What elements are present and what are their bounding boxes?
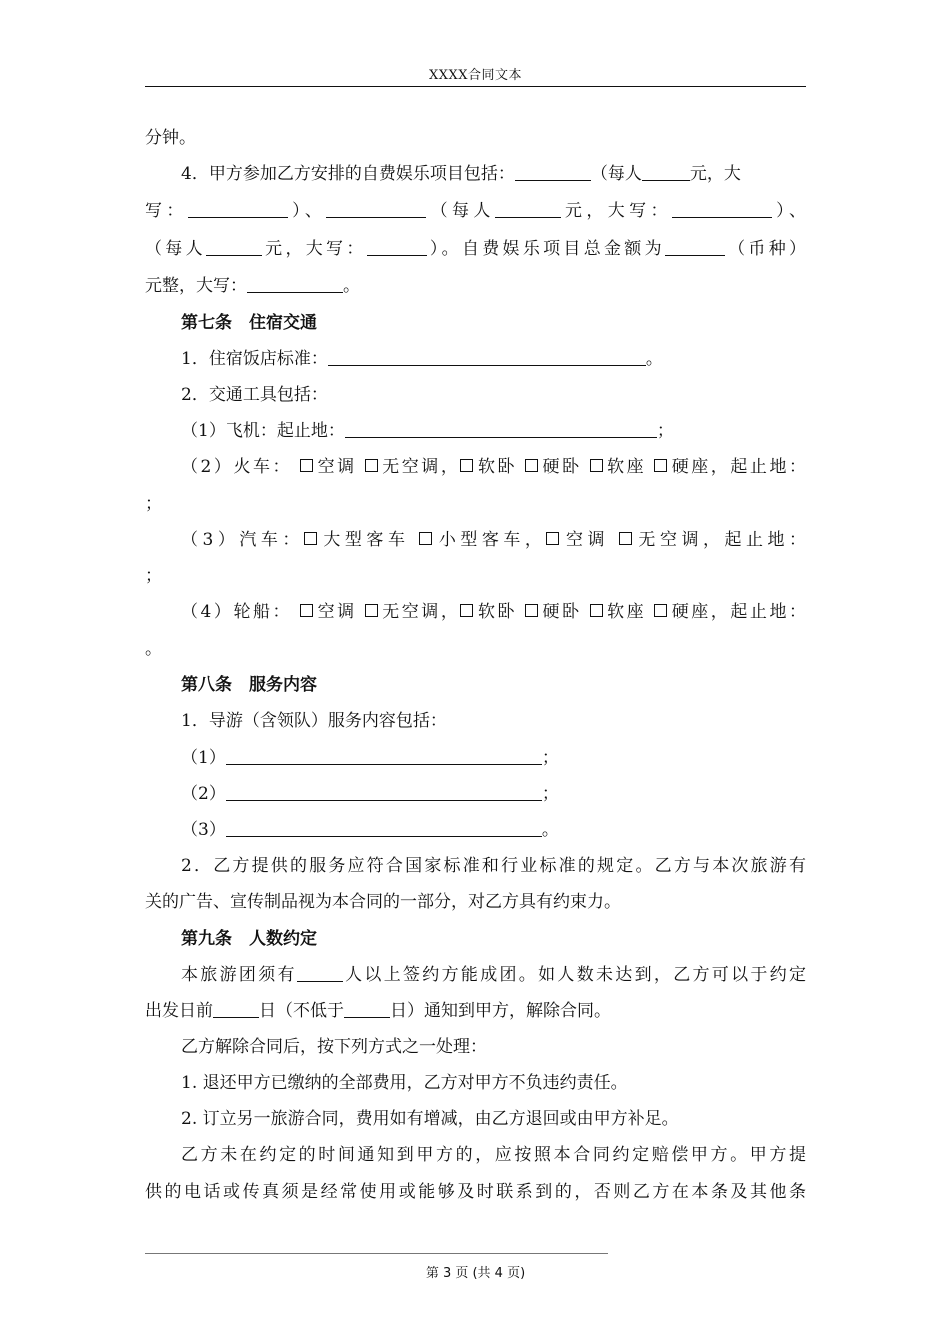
text: 。 <box>541 820 559 840</box>
option-label: 空调 <box>315 602 357 622</box>
checkbox[interactable] <box>546 532 559 545</box>
compensation-l1: 乙方未在约定的时间通知到甲方的，应按照本合同约定赔偿甲方。甲方提 <box>181 1145 806 1165</box>
text: 元，大写： <box>560 201 672 221</box>
text: 起止地： <box>730 602 806 622</box>
text: ）、 <box>771 201 806 221</box>
checkbox[interactable] <box>304 532 317 545</box>
text: 。 <box>645 349 663 369</box>
clause7-heading: 第七条 住宿交通 <box>181 313 317 333</box>
text: 。 <box>343 276 360 296</box>
text: （3）汽车： <box>181 530 304 550</box>
entertainment-line-3 <box>145 237 806 261</box>
service-standard-l2: 关的广告、宣传制品视为本合同的一部分，对乙方具有约束力。 <box>145 892 621 912</box>
blank-field <box>213 1000 259 1018</box>
ship-end: 。 <box>145 639 162 659</box>
clause8-heading: 第八条 服务内容 <box>181 675 317 695</box>
termination-intro: 乙方解除合同后，按下列方式之一处理： <box>181 1037 487 1057</box>
clause9-heading: 第九条 人数约定 <box>181 929 317 949</box>
hotel-standard-line <box>145 347 806 371</box>
blank-field <box>297 964 343 982</box>
footer-rule <box>145 1253 608 1254</box>
option-label: 硬卧 <box>539 602 582 622</box>
option-label: 软座 <box>604 457 647 477</box>
text: 人以上签约方能成团。如人数未达到，乙方可以于约定 <box>342 965 806 985</box>
option-label: 硬卧 <box>539 457 582 477</box>
train-end: ； <box>145 494 162 514</box>
transport-label: 2．交通工具包括： <box>181 385 328 405</box>
blank-field <box>188 200 288 218</box>
blank-field <box>642 163 690 181</box>
blank-field <box>226 747 542 765</box>
option-label: 无空调， <box>379 602 461 622</box>
text: （4）轮船： <box>181 602 293 622</box>
entertainment-line-1 <box>145 162 806 186</box>
plane-line <box>145 419 806 443</box>
option-label: 硬座， <box>669 457 731 477</box>
bus-line <box>145 528 806 552</box>
option-label: 小型客车， <box>434 530 547 550</box>
text: 起止地： <box>730 457 806 477</box>
text: 写： <box>145 201 188 221</box>
checkbox[interactable] <box>365 459 378 472</box>
service-item-1 <box>145 746 806 770</box>
checkbox[interactable] <box>300 604 313 617</box>
bus-end: ； <box>145 566 162 586</box>
text: （1）飞机：起止地： <box>181 421 345 441</box>
entertainment-line-4 <box>145 274 806 298</box>
checkbox[interactable] <box>300 459 313 472</box>
text: 4．甲方参加乙方安排的自费娱乐项目包括： <box>181 164 515 184</box>
blank-field <box>367 238 427 256</box>
text: （1） <box>181 748 226 768</box>
text: 元，大写： <box>261 239 367 259</box>
option-label: 大型客车 <box>318 530 410 550</box>
text: 日）通知到甲方，解除合同。 <box>390 1001 611 1021</box>
blank-field <box>328 348 646 366</box>
option-label: 软卧 <box>475 602 518 622</box>
checkbox[interactable] <box>460 604 473 617</box>
checkbox[interactable] <box>525 604 538 617</box>
termination-option-2: 2. 订立另一旅游合同，费用如有增减，由乙方退回或由甲方补足。 <box>181 1109 679 1129</box>
text: （每人 <box>145 239 206 259</box>
service-item-2 <box>145 782 806 806</box>
blank-field <box>326 200 426 218</box>
text: （每人 <box>426 201 495 221</box>
blank-field <box>247 275 343 293</box>
checkbox[interactable] <box>590 459 603 472</box>
blank-field <box>515 163 591 181</box>
document-header: XXXX合同文本 <box>428 68 523 83</box>
checkbox[interactable] <box>590 604 603 617</box>
page-number: 第 3 页 (共 4 页) <box>425 1266 526 1281</box>
blank-field <box>665 238 725 256</box>
checkbox[interactable] <box>654 604 667 617</box>
text: （2） <box>181 784 226 804</box>
continued-text: 分钟。 <box>145 128 196 148</box>
option-label: 硬座， <box>669 602 731 622</box>
compensation-l2: 供的电话或传真须是经常使用或能够及时联系到的，否则乙方在本条及其他条 <box>145 1182 806 1202</box>
text: ； <box>656 421 674 441</box>
entertainment-line-2 <box>145 199 806 223</box>
checkbox[interactable] <box>525 459 538 472</box>
text: ； <box>541 748 559 768</box>
option-label: 软卧 <box>475 457 518 477</box>
blank-field <box>206 238 262 256</box>
text: （币种） <box>724 239 806 259</box>
checkbox[interactable] <box>460 459 473 472</box>
text: 元，大 <box>689 164 741 184</box>
blank-field <box>495 200 561 218</box>
option-label: 软座 <box>604 602 647 622</box>
checkbox[interactable] <box>619 532 632 545</box>
text: 1．住宿饭店标准： <box>181 349 328 369</box>
checkbox[interactable] <box>365 604 378 617</box>
guide-service-label: 1．导游（含领队）服务内容包括： <box>181 711 447 731</box>
option-label: 空调 <box>561 530 609 550</box>
text: 起止地： <box>724 530 806 550</box>
train-line <box>145 455 806 479</box>
text: （3） <box>181 820 226 840</box>
option-label: 无空调， <box>633 530 725 550</box>
option-label: 无空调， <box>379 457 461 477</box>
termination-option-1: 1. 退还甲方已缴纳的全部费用，乙方对甲方不负违约责任。 <box>181 1073 628 1093</box>
text: 元整，大写： <box>145 276 247 296</box>
ship-line <box>145 600 806 624</box>
checkbox[interactable] <box>654 459 667 472</box>
blank-field <box>344 1000 390 1018</box>
text: ）。自费娱乐项目总金额为 <box>426 239 665 259</box>
option-label: 空调 <box>315 457 357 477</box>
text: 出发日前 <box>145 1001 213 1021</box>
text: 本旅游团须有 <box>181 965 297 985</box>
text: 日（不低于 <box>259 1001 344 1021</box>
header-rule <box>145 86 806 87</box>
blank-field <box>672 200 772 218</box>
group-size-line-2 <box>145 999 806 1023</box>
group-size-line-1 <box>145 963 806 987</box>
checkbox[interactable] <box>419 532 432 545</box>
text: （2）火车： <box>181 457 293 477</box>
service-item-3 <box>145 818 806 842</box>
text: （每人 <box>590 164 642 184</box>
text: ； <box>541 784 559 804</box>
text: ）、 <box>287 201 327 221</box>
service-standard-l1: 2．乙方提供的服务应符合国家标准和行业标准的规定。乙方与本次旅游有 <box>181 856 806 876</box>
blank-field <box>345 420 657 438</box>
blank-field <box>226 819 542 837</box>
blank-field <box>226 783 542 801</box>
